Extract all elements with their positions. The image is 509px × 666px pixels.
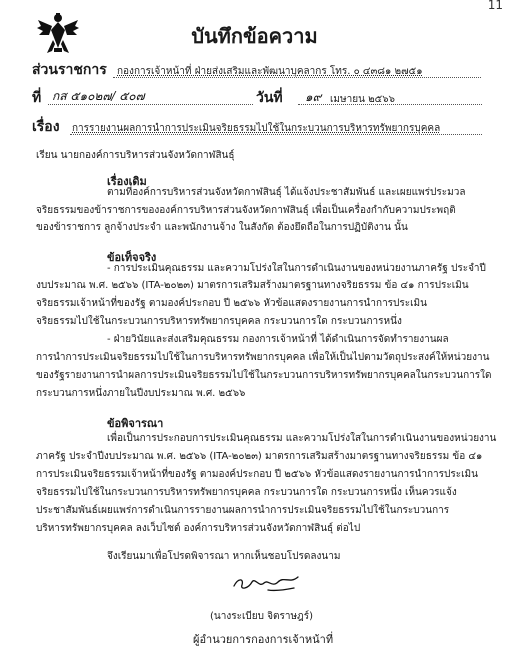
signatory-position: ผู้อำนวยการกองการเจ้าหน้าที่ xyxy=(193,633,334,646)
origin-heading: เรื่องเดิม xyxy=(107,175,147,188)
signatory-name: (นางระเบียบ จิตราษฎร์) xyxy=(210,611,314,622)
agency-label: ส่วนราชการ xyxy=(32,62,107,78)
date-label: วันที่ xyxy=(256,90,283,106)
facts-line: ของรัฐรายงานการนำผลการประเมินจริยธรรมไปใช้ในกระบวนการบริหารทรัพยากรบุคคลในกระบวนการใด xyxy=(36,370,492,381)
consider-line: จริยธรรมไปใช้ในกระบวนการบริหารทรัพยากรบุคคล กระบวนการใด กระบวนการหนึ่ง เห็นควรแจ้ง xyxy=(36,487,457,498)
agency-value: กองการเจ้าหน้าที่ ฝ่ายส่งเสริมและพัฒนาบุคลากร โทร. ๐ ๔๓๘๑ ๒๗๕๑ xyxy=(117,66,423,77)
origin-line: ตามที่องค์การบริหารส่วนจังหวัดกาฬสินธุ์ ได้แจ้งประชาสัมพันธ์ และเผยแพร่ประมวล xyxy=(107,187,466,198)
ref-value: กส ๕๑๐๒๗/ ๕๐๗ xyxy=(52,89,145,103)
handwritten-signature xyxy=(228,568,308,596)
origin-line: ของข้าราชการ ลูกจ้างประจำ และพนักงานจ้าง ในสังกัด ต้องยึดถือในการปฏิบัติงาน นั้น xyxy=(36,222,408,233)
facts-line: - การประเมินคุณธรรม และความโปร่งใสในการดำเนินงานของหน่วยงานภาครัฐ ประจำปี xyxy=(107,263,486,274)
facts-heading: ข้อเท็จจริง xyxy=(107,251,157,264)
consider-line: ประชาสัมพันธ์เผยแพร่การดำเนินการรายงานผลการนำการประเมินจริยธรรมไปใช้ในกระบวนการ xyxy=(36,505,450,516)
date-day: ๑๙ xyxy=(305,90,322,104)
origin-line: จริยธรรมของข้าราชการขององค์การบริหารส่วนจังหวัดกาฬสินธุ์ เพื่อเป็นเครื่องกำกับความประพฤติ xyxy=(36,205,456,216)
corner-handwritten-mark: 11 xyxy=(487,0,503,12)
consider-line: ภาครัฐ ประจำปีงบประมาณ พ.ศ. ๒๕๖๖ (ITA-๒๐๒๓) มาตรการเสริมสร้างมาตรฐานทางจริยธรรม ข้อ ๔๑ xyxy=(36,451,483,462)
consider-line: เพื่อเป็นการประกอบการประเมินคุณธรรม และความโปร่งใสในการดำเนินงานของหน่วยงาน xyxy=(107,433,497,444)
consider-heading: ข้อพิจารณา xyxy=(107,417,164,430)
facts-line: จริยธรรมเจ้าหน้าที่ของรัฐ ตามองค์ประกอบ ปี ๒๕๖๖ หัวข้อแสดงรายงานการนำการประเมิน xyxy=(36,298,427,309)
salutation: เรียน นายกองค์การบริหารส่วนจังหวัดกาฬสินธุ์ xyxy=(36,150,235,161)
date-month-year: เมษายน ๒๕๖๖ xyxy=(330,94,395,105)
memo-title: บันทึกข้อความ xyxy=(191,24,318,48)
facts-line: จริยธรรมไปใช้ในกระบวนการบริหารทรัพยากรบุคคล กระบวนการใด กระบวนการหนึ่ง xyxy=(36,316,402,327)
subject-label: เรื่อง xyxy=(32,119,60,135)
facts-line: การนำการประเมินจริยธรรมไปใช้ในการบริหารทรัพยากรบุคคล เพื่อให้เป็นไปตามวัตถุประสงค์ให้หน่วยงาน xyxy=(36,352,490,363)
facts-line: - ฝ่ายวินัยและส่งเสริมคุณธรรม กองการเจ้าหน้าที่ ได้ดำเนินการจัดทำรายงานผล xyxy=(107,334,449,345)
facts-line: งบประมาณ พ.ศ. ๒๕๖๖ (ITA-๒๐๒๓) มาตรการเสริมสร้างมาตรฐานทางจริยธรรม ข้อ ๔๑ การประเมิน xyxy=(36,280,469,291)
ref-label: ที่ xyxy=(32,90,42,106)
consider-line: การประเมินจริยธรรมเจ้าหน้าที่ของรัฐ ตามองค์ประกอบ ปี ๒๕๖๖ หัวข้อแสดงรายงานการนำการประเมิน xyxy=(36,469,478,480)
consider-line: บริหารทรัพยากรบุคคล ลงเว็บไซต์ องค์การบริหารส่วนจังหวัดกาฬสินธุ์ ต่อไป xyxy=(36,523,361,534)
facts-line: กระบวนการหนึ่งภายในปีงบประมาณ พ.ศ. ๒๕๖๖ xyxy=(36,388,246,399)
closing-line: จึงเรียนมาเพื่อโปรดพิจารณา หากเห็นชอบโปรดลงนาม xyxy=(107,551,341,562)
subject-value: การรายงานผลการนำการประเมินจริยธรรมไปใช้ในกระบวนการบริหารทรัพยากรบุคคล xyxy=(72,123,441,134)
